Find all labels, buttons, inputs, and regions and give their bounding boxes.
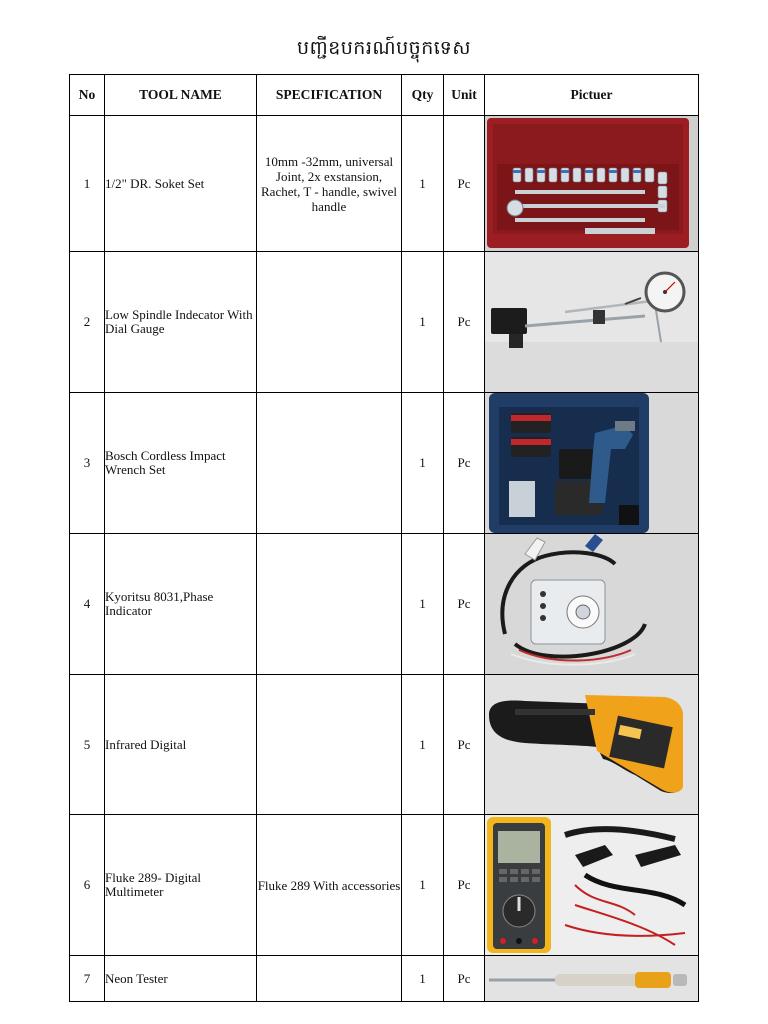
row-unit: Pc	[444, 815, 485, 956]
table-row	[70, 252, 699, 393]
row-tool-name: Kyoritsu 8031,Phase Indicator	[105, 534, 257, 675]
row-picture	[485, 116, 699, 252]
row-tool-name: Neon Tester	[105, 956, 257, 1002]
row-no: 3	[70, 393, 105, 534]
row-picture	[485, 393, 699, 534]
row-tool-name: Low Spindle Indecator With Dial Gauge	[105, 252, 257, 393]
row-no: 2	[70, 252, 105, 393]
table-row	[70, 116, 699, 252]
table-row	[70, 393, 699, 534]
row-tool-name: Infrared Digital	[105, 675, 257, 815]
infrared-thermometer-photo	[485, 675, 698, 814]
row-tool-name: Fluke 289- Digital Multimeter	[105, 815, 257, 956]
table-row	[70, 956, 699, 1002]
header-unit: Unit	[444, 75, 485, 116]
tools-table	[69, 74, 699, 1002]
socket-set-photo	[485, 116, 698, 251]
phase-indicator-photo	[485, 534, 698, 674]
header-picture: Pictuer	[485, 75, 699, 116]
row-specification	[257, 393, 402, 534]
neon-tester-photo	[485, 956, 698, 1001]
row-unit: Pc	[444, 393, 485, 534]
row-specification	[257, 252, 402, 393]
row-qty: 1	[402, 252, 444, 393]
row-unit: Pc	[444, 956, 485, 1002]
row-unit: Pc	[444, 252, 485, 393]
row-unit: Pc	[444, 675, 485, 815]
row-no: 4	[70, 534, 105, 675]
row-no: 5	[70, 675, 105, 815]
row-qty: 1	[402, 956, 444, 1002]
row-picture	[485, 675, 699, 815]
row-picture	[485, 534, 699, 675]
dial-gauge-photo	[485, 252, 698, 392]
row-specification	[257, 675, 402, 815]
row-qty: 1	[402, 815, 444, 956]
page-title: បញ្ជីឧបករណ៍បច្ចុកទេស	[297, 37, 471, 59]
row-no: 1	[70, 116, 105, 252]
impact-wrench-photo	[485, 393, 698, 533]
row-unit: Pc	[444, 534, 485, 675]
row-no: 7	[70, 956, 105, 1002]
row-specification: Fluke 289 With accessories	[257, 815, 402, 956]
row-qty: 1	[402, 534, 444, 675]
header-row	[70, 75, 699, 116]
row-qty: 1	[402, 675, 444, 815]
row-tool-name: Bosch Cordless Impact Wrench Set	[105, 393, 257, 534]
table-row	[70, 675, 699, 815]
row-unit: Pc	[444, 116, 485, 252]
row-specification	[257, 956, 402, 1002]
row-picture	[485, 815, 699, 956]
row-qty: 1	[402, 116, 444, 252]
row-picture	[485, 252, 699, 393]
row-tool-name: 1/2" DR. Soket Set	[105, 116, 257, 252]
header-tool-name: TOOL NAME	[105, 75, 257, 116]
header-specification: SPECIFICATION	[257, 75, 402, 116]
row-specification: 10mm -32mm, universal Joint, 2x exstansion, Rachet, T - handle, swivel handle	[257, 116, 402, 252]
row-picture	[485, 956, 699, 1002]
table-row	[70, 534, 699, 675]
row-no: 6	[70, 815, 105, 956]
row-specification	[257, 534, 402, 675]
row-qty: 1	[402, 393, 444, 534]
header-no: No	[70, 75, 105, 116]
multimeter-photo	[485, 815, 698, 955]
table-row	[70, 815, 699, 956]
header-qty: Qty	[402, 75, 444, 116]
